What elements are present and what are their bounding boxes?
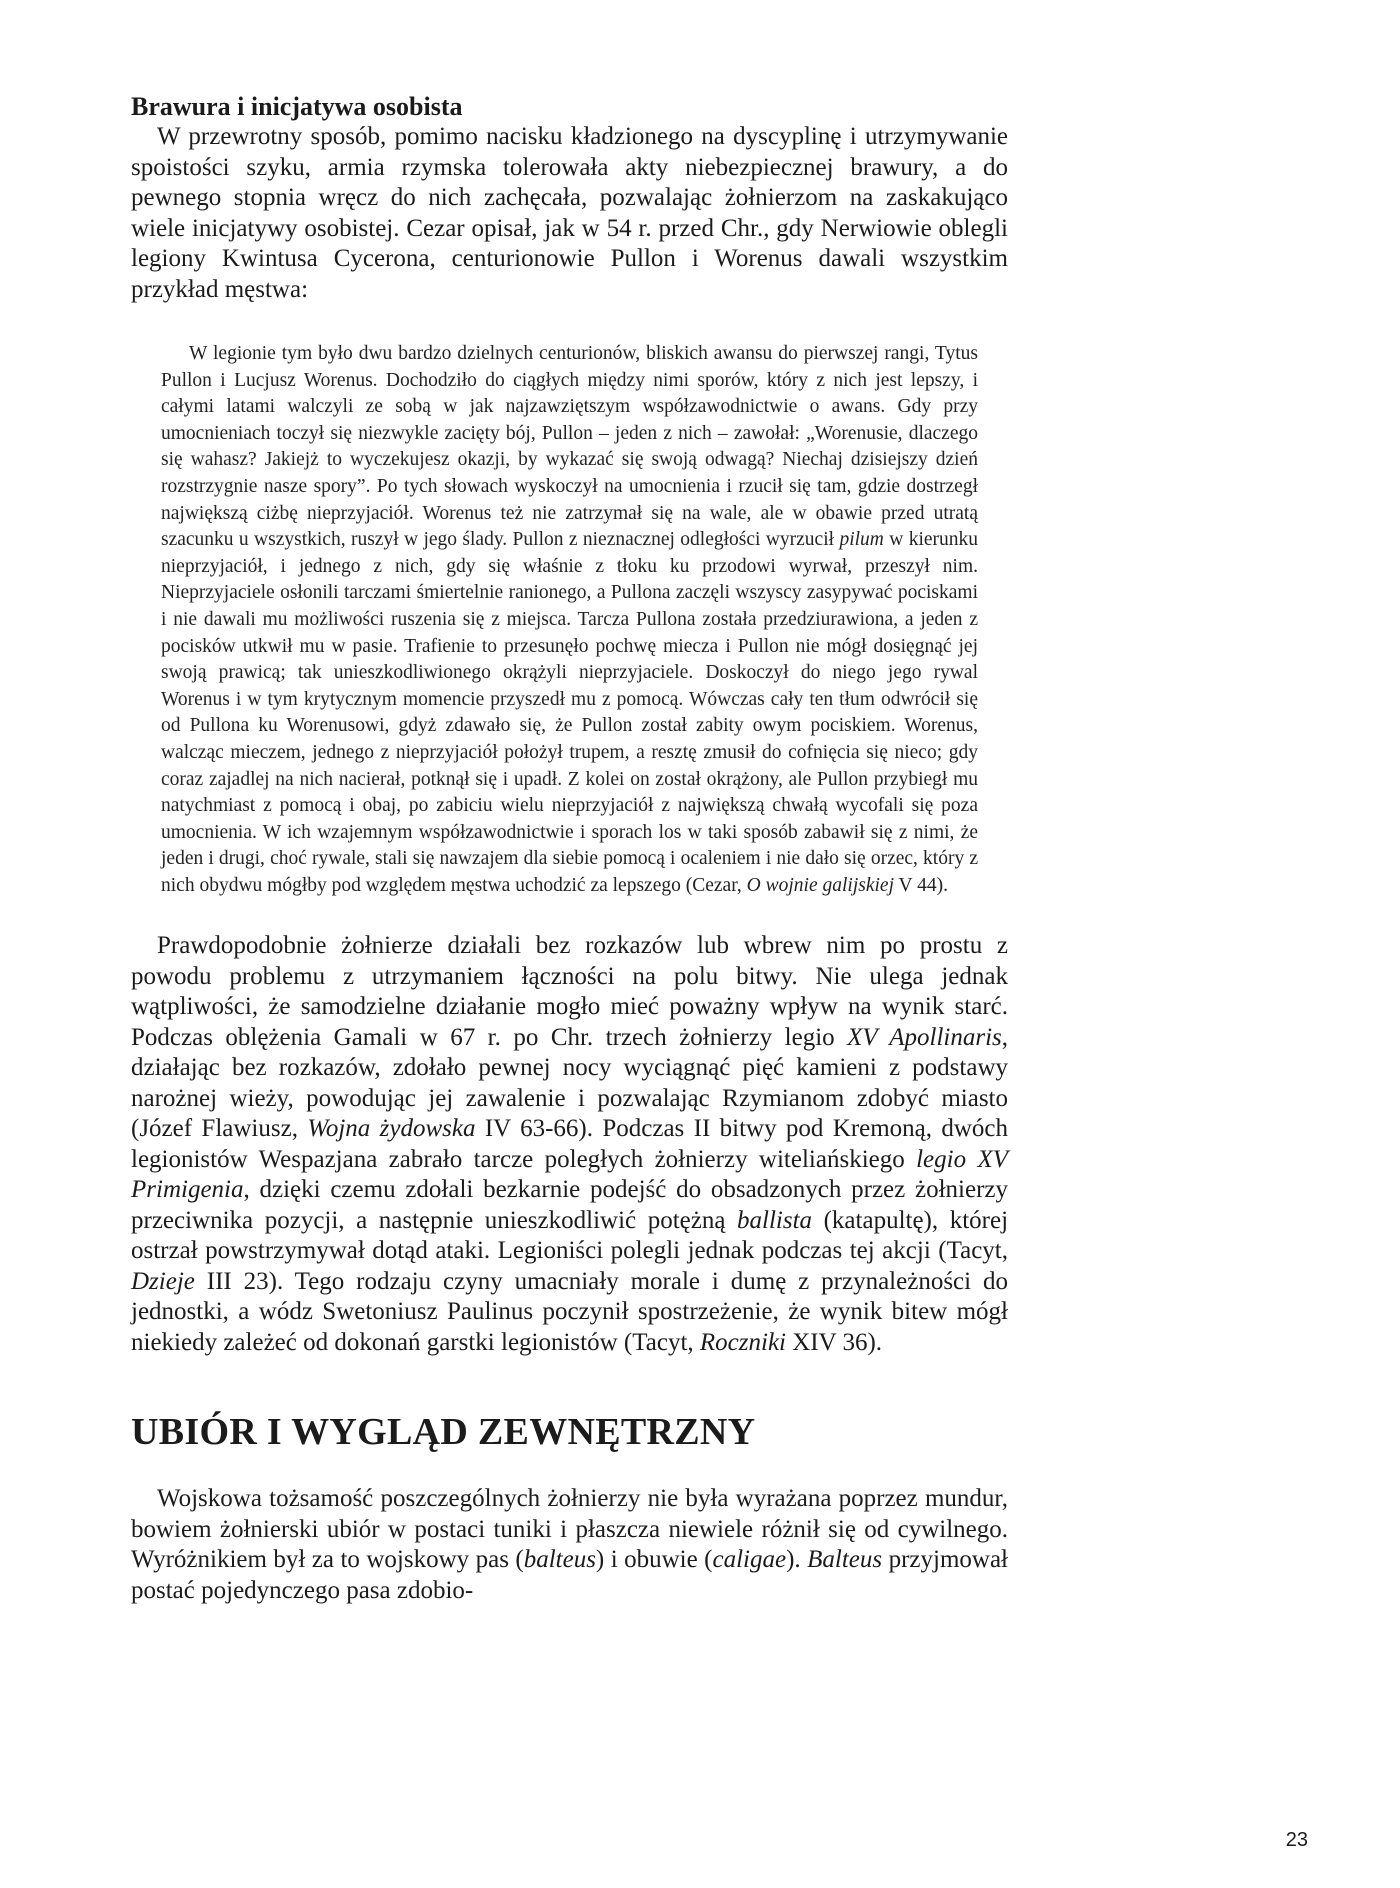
- p2-italic-2: Wojna żydowska: [307, 1115, 476, 1143]
- page-content: [131, 92, 1008, 1606]
- subsection-heading: Brawura i inicjatywa osobista: [131, 92, 463, 121]
- quote-source-ref: V 44).: [898, 874, 949, 896]
- p2-text-7: XIV 36).: [792, 1328, 883, 1356]
- p3-text-2: ) i obuwie (: [595, 1546, 713, 1574]
- p3-italic-3: Balteus: [807, 1546, 883, 1574]
- body-paragraph-3: [131, 1484, 1008, 1606]
- p2-text-4: , dzięki czemu zdołali bezkarnie podejść do obsadzonych przez żołnierzy przeciwnika pozycji, a następnie unieszkodliwić potężną: [131, 1176, 1008, 1234]
- p3-text-4: przyjmował postać pojedynczego pasa zdobio-: [131, 1546, 1009, 1604]
- p2-text-1: Prawdopodobnie żołnierze działali bez rozkazów lub wbrew nim po prostu z powodu problemu z utrzymaniem łączności na polu bitwy. Nie ulega jednak wątpliwości, że samodzielne działanie mogło mieć poważny wpływ na wynik starć. Podczas oblężenia Gamali w 67 r. po Chr. trzech żołnierzy legio: [131, 932, 1008, 1051]
- p3-text-3: ).: [786, 1546, 801, 1574]
- p2-italic-4: ballista: [737, 1206, 813, 1234]
- p3-italic-1: balteus: [523, 1546, 596, 1574]
- quote-text-1: W legionie tym było dwu bardzo dzielnych centurionów, bliskich awansu do pierwszej rangi, Tytus Pullon i Lucjusz Worenus. Dochodziło do ciągłych między nimi sporów, który z nich jest lepszy, i całymi latami walczyli ze sobą w jak najzawziętszym współzawodnictwie o awans. Gdy przy umocnieniach toczył się niezwykle zacięty bój, Pullon – jeden z nich – zawołał: „Worenusie, dlaczego się wahasz? Jakiejż to wyczekujesz okazji, by wykazać się swoją odwagą? Niechaj dzisiejszy dzień rozstrzygnie nasze spory”. Po tych słowach wyskoczył na umocnienia i rzucił się tam, gdzie dostrzegł największą ciżbę nieprzyjaciół. Worenus też nie zatrzymał się na wale, ale w obawie przed utratą szacunku u wszystkich, ruszył w jego ślady. Pullon z nieznacznej odległości wyrzucił: [161, 343, 978, 551]
- p2-italic-3: legio XV Primigenia: [131, 1145, 1009, 1204]
- quote-text-2: w kierunku nieprzyjaciół, i jednego z nich, gdy się właśnie z tłoku ku przodowi wyrwał, przeszył nim. Nieprzyjaciele osłonili tarczami śmiertelnie ranionego, a Pullona zaczęli wszyscy zasypywać pociskami i nie dawali mu możliwości ruszenia się z miejsca. Tarcza Pullona została przedziurawiona, a jeden z pocisków utkwił mu w pasie. Trafienie to przesunęło pochwę miecza i Pullon nie mógł dosięgnąć jej swoją prawicą; tak unieszkodliwionego okrążyli nieprzyjaciele. Doskoczył do niego jego rywal Worenus i w tym krytycznym momencie przyszedł mu z pomocą. Wówczas cały ten tłum odwrócił się od Pullona ku Worenusowi, gdyż zdawało się, że Pullon został zabity owym pociskiem. Worenus, walcząc mieczem, jednego z nieprzyjaciół położył trupem, a resztę zmusił do cofnięcia się nieco; gdy coraz zajadlej na nich nacierał, potknął się i upadł. Z kolei on został okrążony, ale Pullon przybiegł mu natychmiast z pomocą i obaj, po zabiciu wielu nieprzyjaciół z największą chwałą wycofali się poza umocnienia. W ich wzajemnym współzawodnictwie i sporach los w taki sposób zabawił się z nimi, że jeden i drugi, choć rywale, stali się nawzajem dla siebie pomocą i ocaleniem i nie dało się orzec, który z nich obydwu mógłby pod względem męstwa uchodzić za lepszego (Cezar,: [161, 529, 979, 896]
- p2-text-2: , działając bez rozkazów, zdołało pewnej nocy wyciągnąć pięć kamieni z podstawy narożnej wieży, powodując jej zawalenie i pozwalając Rzymianom zdobyć miasto (Józef Flawiusz,: [131, 1023, 1008, 1143]
- section-heading: UBIÓR I WYGLĄD ZEWNĘTRZNY: [131, 1411, 756, 1454]
- quote-source-title: O wojnie galijskiej: [746, 874, 894, 896]
- p2-italic-6: Roczniki: [699, 1328, 786, 1356]
- quote-italic-pilum: pilum: [839, 529, 884, 551]
- p2-italic-1: XV Apollinaris: [847, 1023, 1002, 1051]
- p3-text-1: Wojskowa tożsamość poszczególnych żołnierzy nie była wyrażana poprzez mundur, bowiem żołnierski ubiór w postaci tuniki i płaszcza niewiele różnił się od cywilnego. Wyróżnikiem był za to wojskowy pas (: [131, 1485, 1008, 1574]
- block-quote: [161, 341, 978, 899]
- p2-text-6: III 23). Tego rodzaju czyny umacniały morale i dumę z przynależności do jednostki, a wódz Swetoniusz Paulinus poczynił spostrzeżenie, że wynik bitew mógł niekiedy zależeć od dokonań garstki legionistów (Tacyt,: [131, 1267, 1008, 1356]
- page-number: 23: [1285, 1829, 1308, 1851]
- p2-italic-5: Dzieje: [131, 1267, 195, 1295]
- intro-paragraph: W przewrotny sposób, pomimo nacisku kładzionego na dyscyplinę i utrzymywanie spoistości szyku, armia rzymska tolerowała akty niebezpiecznej brawury, a do pewnego stopnia wręcz do nich zachęcała, pozwalając żołnierzom na zaskakująco wiele inicjatywy osobistej. Cezar opisał, jak w 54 r. przed Chr., gdy Nerwiowie oblegli legiony Kwintusa Cycerona, centurionowie Pullon i Worenus dawali wszystkim przykład męstwa:: [131, 123, 1008, 303]
- p2-text-5: (katapultę), której ostrzał powstrzymywał dotąd ataki. Legioniści polegli jednak podczas tej akcji (Tacyt,: [131, 1206, 1009, 1265]
- p2-text-3: IV 63-66). Podczas II bitwy pod Kremoną, dwóch legionistów Wespazjana zabrało tarcze poległych żołnierzy witeliańskiego: [131, 1115, 1009, 1173]
- p3-italic-2: caligae: [712, 1546, 787, 1574]
- body-paragraph-2: [131, 931, 1008, 1358]
